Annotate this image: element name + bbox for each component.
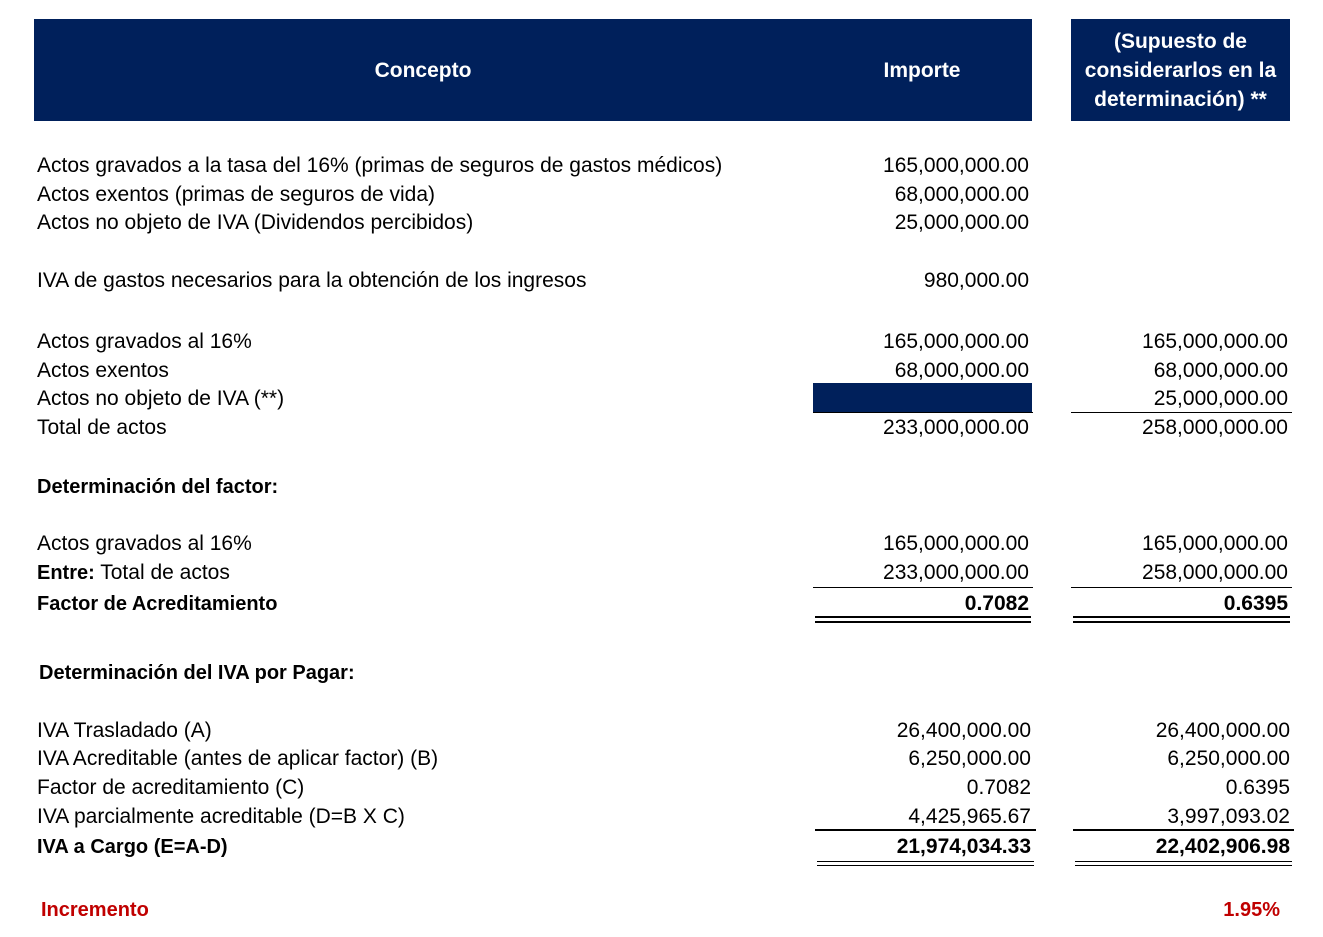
row-label: Actos gravados a la tasa del 16% (primas de seguros de gastos médicos) [37, 154, 723, 177]
iva-total-importe: 21,974,034.33 [896, 835, 1031, 858]
factor-gravados-importe: 165,000,000.00 [883, 532, 1029, 555]
divider [1071, 412, 1292, 413]
iva-row-importe: 6,250,000.00 [908, 747, 1031, 770]
double-underline [1073, 616, 1290, 623]
row-supuesto: 165,000,000.00 [1142, 330, 1288, 353]
divider [1073, 829, 1294, 831]
iva-row-label: IVA parcialmente acreditable (D=B X C) [37, 805, 405, 828]
iva-row-supuesto: 6,250,000.00 [1167, 747, 1290, 770]
entre-text: Total de actos [94, 561, 230, 584]
iva-row-label: Factor de acreditamiento (C) [37, 776, 305, 799]
iva-gastos-label: IVA de gastos necesarios para la obtención de los ingresos [37, 269, 587, 292]
iva-title: Determinación del IVA por Pagar: [39, 662, 355, 684]
header-supuesto-label: (Supuesto de considerarlos en la determinación) ** [1084, 29, 1277, 111]
divider [1071, 587, 1292, 588]
iva-total-supuesto: 22,402,906.98 [1155, 835, 1290, 858]
divider [813, 412, 1033, 413]
iva-row-importe: 26,400,000.00 [896, 719, 1031, 742]
header-importe-label: Importe [883, 58, 961, 82]
factor-title: Determinación del factor: [37, 476, 279, 498]
row-importe: 68,000,000.00 [894, 359, 1029, 382]
row-label: Actos no objeto de IVA (**) [37, 387, 285, 410]
factor-entre-label [37, 560, 230, 586]
row-supuesto: 68,000,000.00 [1153, 359, 1288, 382]
iva-row-supuesto: 0.6395 [1225, 776, 1290, 799]
row-label: Actos no objeto de IVA (Dividendos percibidos) [37, 211, 474, 234]
header-importe [812, 19, 1032, 121]
highlighted-empty-cell [813, 383, 1032, 412]
iva-total-label: IVA a Cargo (E=A-D) [37, 836, 228, 858]
divider [815, 829, 1036, 831]
row-label: Actos exentos (primas de seguros de vida) [37, 183, 436, 206]
row-label: Total de actos [37, 416, 167, 439]
entre-prefix: Entre: [37, 562, 95, 584]
header-concepto-label: Concepto [374, 58, 472, 82]
row-label: Actos gravados al 16% [37, 330, 252, 353]
incremento-label: Incremento [41, 899, 149, 921]
iva-row-supuesto: 3,997,093.02 [1167, 805, 1290, 828]
incremento-value: 1.95% [1223, 899, 1280, 921]
double-underline [1075, 861, 1292, 866]
header-supuesto [1071, 19, 1290, 121]
row-importe: 25,000,000.00 [894, 211, 1029, 234]
iva-row-label: IVA Acreditable (antes de aplicar factor) (B) [37, 747, 439, 770]
factor-result-label: Factor de Acreditamiento [37, 593, 278, 615]
iva-row-label: IVA Trasladado (A) [37, 719, 212, 742]
factor-gravados-label: Actos gravados al 16% [37, 532, 252, 555]
row-supuesto: 25,000,000.00 [1153, 387, 1288, 410]
row-importe: 165,000,000.00 [883, 154, 1029, 177]
iva-row-supuesto: 26,400,000.00 [1155, 719, 1290, 742]
row-label: Actos exentos [37, 359, 169, 382]
factor-result-importe: 0.7082 [964, 592, 1029, 615]
row-importe: 165,000,000.00 [883, 330, 1029, 353]
factor-entre-supuesto: 258,000,000.00 [1142, 561, 1288, 584]
factor-gravados-supuesto: 165,000,000.00 [1142, 532, 1288, 555]
row-importe: 233,000,000.00 [883, 416, 1029, 439]
row-supuesto: 258,000,000.00 [1142, 416, 1288, 439]
divider [813, 587, 1033, 588]
row-importe: 68,000,000.00 [894, 183, 1029, 206]
double-underline [817, 861, 1034, 866]
iva-row-importe: 4,425,965.67 [908, 805, 1031, 828]
factor-result-supuesto: 0.6395 [1223, 592, 1288, 615]
double-underline [815, 616, 1031, 623]
factor-entre-importe: 233,000,000.00 [883, 561, 1029, 584]
iva-row-importe: 0.7082 [966, 776, 1031, 799]
iva-gastos-importe: 980,000.00 [923, 269, 1029, 292]
